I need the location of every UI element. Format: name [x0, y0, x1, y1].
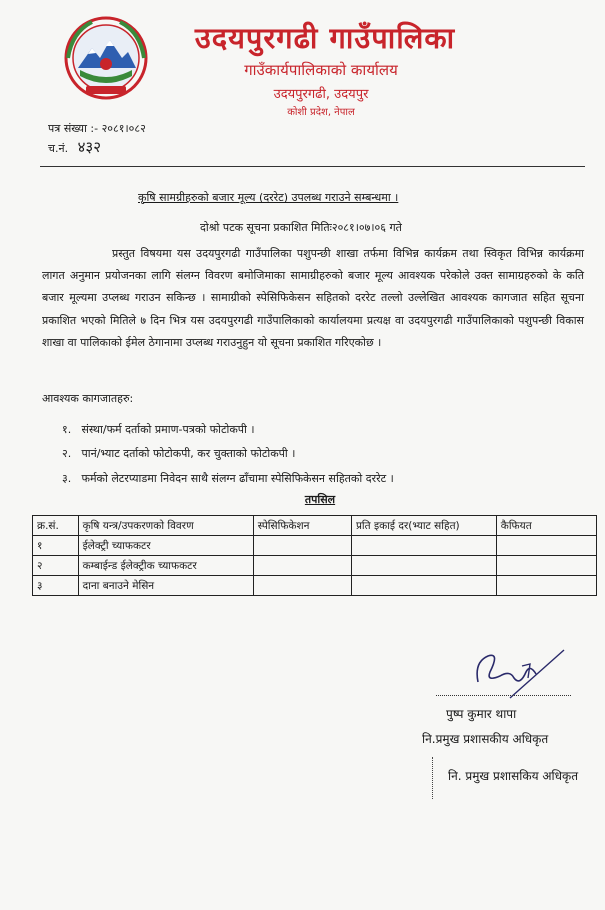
table-cell: ईलेक्ट्री च्याफकटर	[78, 536, 253, 556]
table-cell: दाना बनाउने मेसिन	[78, 576, 253, 596]
table-cell	[351, 576, 496, 596]
municipality-title: उदयपुरगढी गाउँपालिका	[194, 21, 456, 55]
table-row	[33, 556, 597, 576]
document-item: २. पानं/भ्याट दर्ताको फोटोकपी, कर चुक्ताको फोटोकपी ।	[62, 447, 296, 460]
table-cell	[351, 556, 496, 576]
handwritten-signature-icon	[460, 642, 570, 702]
table-title: तपसिल	[304, 493, 336, 506]
column-header: क्र.सं.	[33, 516, 79, 536]
table-cell: १	[33, 536, 79, 556]
column-header: प्रति इकाई दर(भ्याट सहित)	[351, 516, 496, 536]
column-header: कृषि यन्त्र/उपकरणको विवरण	[78, 516, 253, 536]
province-name: कोशी प्रदेश, नेपाल	[287, 107, 355, 118]
table-header-row	[33, 516, 597, 536]
dispatch-label: च.नं.	[48, 142, 69, 155]
signatory-designation: नि.प्रमुख प्रशासकीय अधिकृत	[422, 732, 549, 746]
table-cell	[253, 556, 351, 576]
table-cell	[496, 556, 596, 576]
office-address: उदयपुरगढी, उदयपुर	[273, 87, 369, 102]
dispatch-value: ४३२	[77, 138, 101, 156]
table-cell	[351, 536, 496, 556]
notice-body: प्रस्तुत विषयमा यस उदयपुरगढी गाउँपालिका पशुपन्छी शाखा तर्फमा विभिन्न कार्यक्रम तथा स्विकृत विभिन्न कार्यक्रमा लागत अनुमान प्रयोजनका लागि संलग्न विवरण बमोजिमाका सामाग्रीहरुको बजार मूल्य आवश्यक परेकोले उक्त सामाग्रहरुको के कति बजार मूल्यमा उप्लब्ध गराउन सकिन्छ । सामाग्रीको स्पेसिफिकेसन सहितको दररेट तल्लो उल्लेखित आवश्यक कागजात सहित सूचना प्रकाशित भएको मितिले ७ दिन भित्र यस उदयपुरगढी गाउँपालिकाको कार्यालयमा प्रत्यक्ष वा उदयपुरगढी गाउँपालिकाको पशुपन्छी विकास शाखा वा पालिकाको ईमेल ठेगानामा उप्लब्ध गराउनुहुन यो सूचना प्रकाशित गरिएकोछ ।	[42, 247, 584, 349]
table-cell	[253, 576, 351, 596]
notice-date: दोश्रो पटक सूचना प्रकाशित मितिः२०८१।०७।०६ गते	[200, 221, 402, 234]
subject-line: कृषि सामग्रीहरुको बजार मूल्य (दररेट) उपलब्ध गराउने सम्बन्धमा ।	[138, 191, 399, 204]
table-row	[33, 536, 597, 556]
details-table	[32, 515, 597, 596]
column-header: स्पेसिफिकेशन	[253, 516, 351, 536]
municipality-logo-icon	[62, 14, 150, 102]
document-item: १. संस्था/फर्म दर्ताको प्रमाण-पत्रको फोटोकपी ।	[62, 423, 255, 436]
table-cell	[496, 536, 596, 556]
table-cell	[496, 576, 596, 596]
table-row	[33, 576, 597, 596]
header-divider	[40, 166, 585, 167]
table-cell	[253, 536, 351, 556]
table-cell: कम्बाईन्ड ईलेक्ट्रीक च्याफकटर	[78, 556, 253, 576]
table-cell: ३	[33, 576, 79, 596]
dispatch-number	[48, 137, 101, 157]
office-name: गाउँकार्यपालिकाको कार्यालय	[244, 61, 398, 79]
signature-line	[436, 695, 571, 696]
signatory-name: पुष्प कुमार थापा	[446, 707, 517, 721]
letter-number: पत्र संख्या :- २०८१।०८२	[48, 122, 146, 135]
stamp-text: नि. प्रमुख प्रशासकिय अधिकृत	[448, 769, 579, 783]
document-item: ३. फर्मको लेटरप्याडमा निवेदन साथै संलग्न ढाँचामा स्पेसिफिकेसन सहितको दररेट ।	[62, 472, 394, 485]
required-documents-title: आवश्यक कागजातहरु:	[42, 392, 134, 405]
column-header: कैफियत	[496, 516, 596, 536]
table-cell: २	[33, 556, 79, 576]
